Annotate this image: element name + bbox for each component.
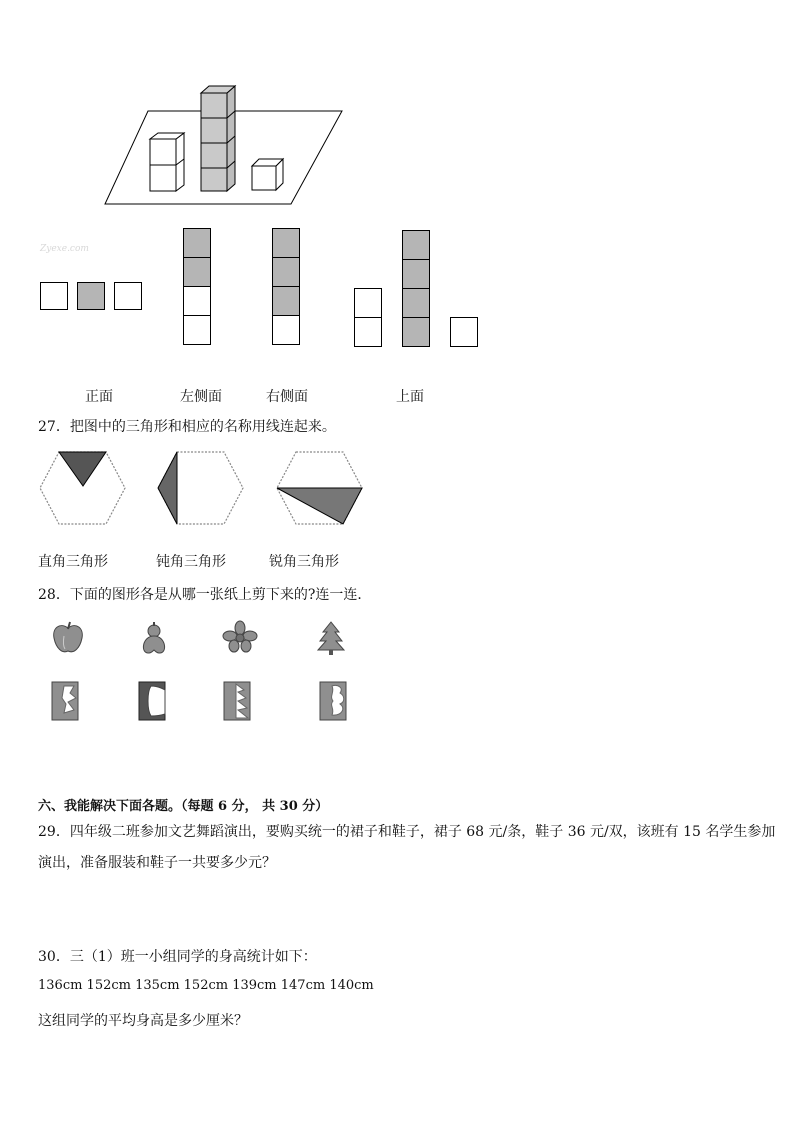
paper-cutout-3 [222, 680, 254, 722]
triangle-name-acute: 锐角三角形 [269, 554, 339, 570]
q30-line-2: 136cm 152cm 135cm 152cm 139cm 147cm 140cm [38, 978, 374, 993]
q29-line-1: 29．四年级二班参加文艺舞蹈演出，要购买统一的裙子和鞋子，裙子 68 元/条，鞋子 36 元/双，该班有 15 名学生参加 [38, 824, 776, 840]
hexagon-2-figure [156, 450, 246, 526]
gourd-icon [138, 620, 170, 656]
hexagon-3-figure [275, 450, 365, 526]
section-6-title: 六、我能解决下面各题。（每题 6 分， 共 30 分） [38, 799, 329, 814]
apple-icon [50, 620, 86, 656]
q27-text: 27．把图中的三角形和相应的名称用线连起来。 [38, 419, 336, 435]
view-label-front: 正面 [85, 389, 113, 405]
view-label-top: 上面 [396, 389, 424, 405]
triangle-name-obtuse: 钝角三角形 [156, 554, 226, 570]
view-label-left: 左侧面 [180, 389, 222, 405]
paper-cutout-1 [50, 680, 82, 722]
q30-line-3: 这组同学的平均身高是多少厘米？ [38, 1013, 248, 1029]
cube-arrangement-figure [100, 80, 350, 210]
view-label-right: 右侧面 [266, 389, 308, 405]
q29-line-2: 演出，准备服装和鞋子一共要多少元？ [38, 855, 276, 871]
hexagon-1-figure [38, 450, 128, 526]
tree-icon [316, 620, 346, 656]
flower-icon [222, 620, 258, 654]
triangle-name-right: 直角三角形 [38, 554, 108, 570]
paper-cutout-4 [318, 680, 350, 722]
paper-cutout-2 [137, 680, 169, 722]
watermark: Zyexe.com [40, 244, 89, 254]
q30-line-1: 30．三（1）班一小组同学的身高统计如下： [38, 949, 317, 965]
q28-text: 28．下面的图形各是从哪一张纸上剪下来的?连一连． [38, 587, 372, 603]
